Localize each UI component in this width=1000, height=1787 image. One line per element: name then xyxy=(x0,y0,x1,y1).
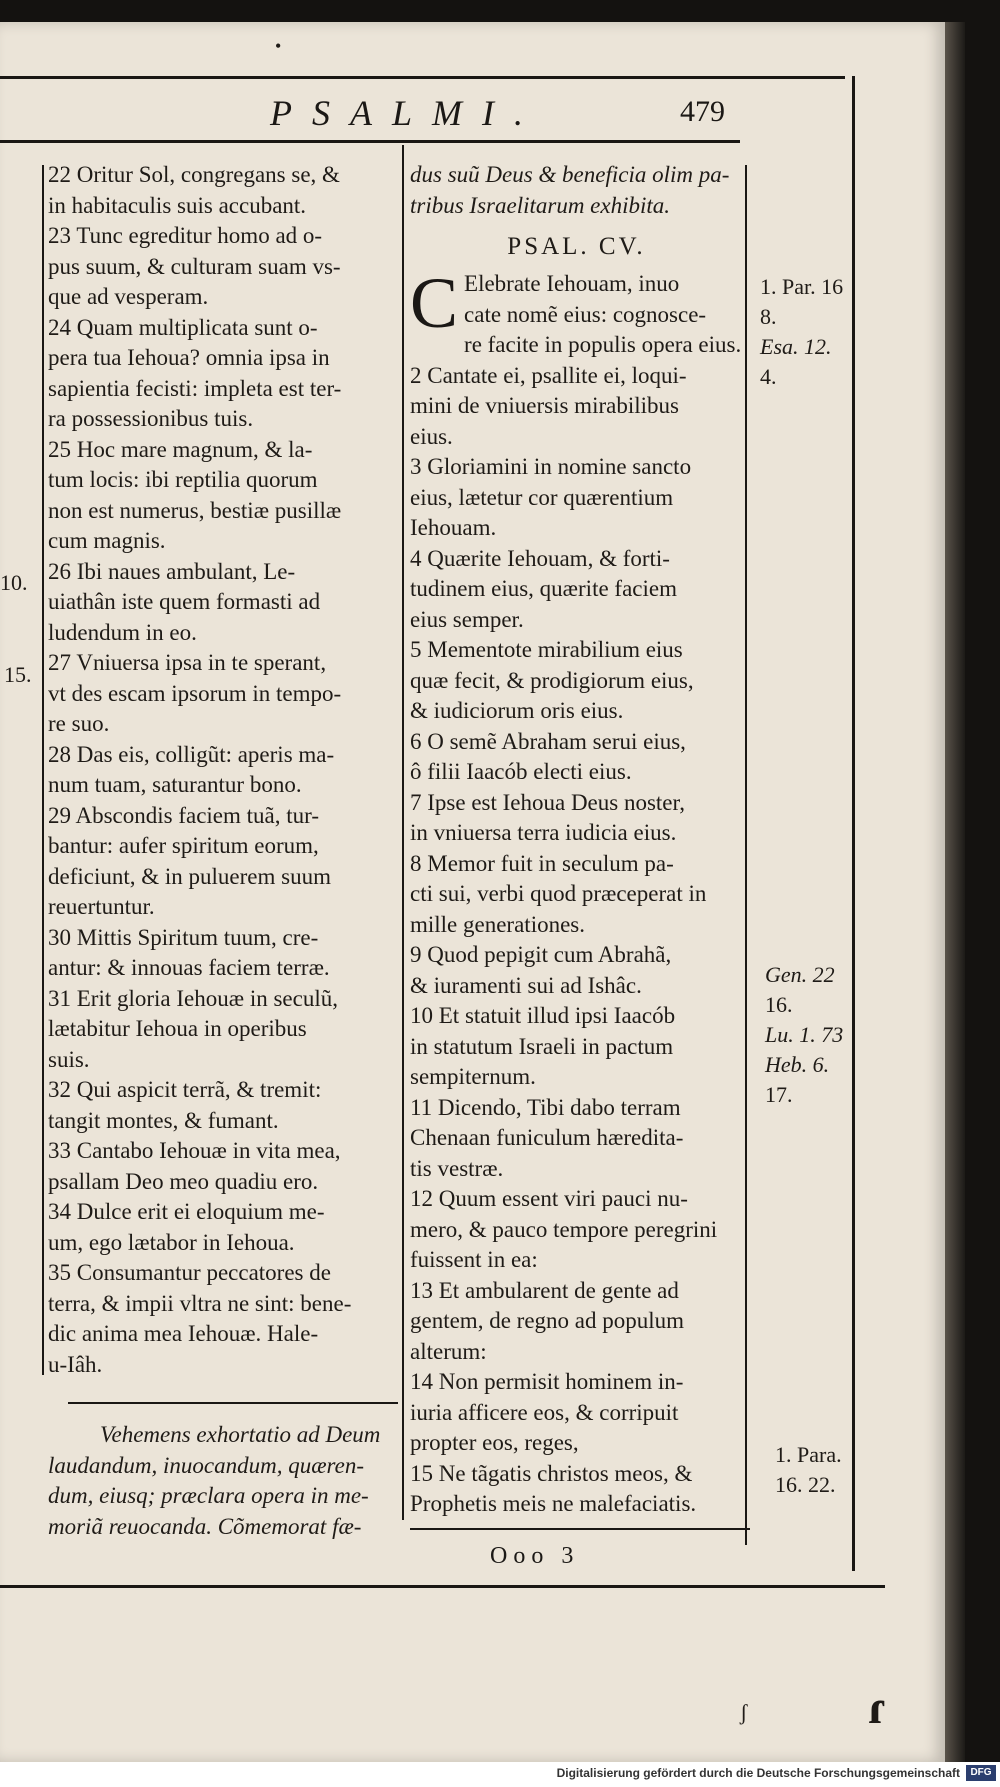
column-divider xyxy=(402,145,404,1520)
text-line: 33 Cantabo Iehouæ in vita mea, xyxy=(48,1138,341,1163)
text-line: num tuam, saturantur bono. xyxy=(48,772,302,797)
left-column xyxy=(48,160,398,1542)
margin-note-line: 4. xyxy=(760,364,777,389)
summary-line: laudandum, inuocandum, quæren- xyxy=(48,1452,365,1478)
text-line: pera tua Iehoua? omnia ipsa in xyxy=(48,345,330,370)
right-frame-rule xyxy=(852,76,855,1571)
text-line: alterum: xyxy=(410,1338,487,1364)
text-line: Chenaan funiculum hæredita- xyxy=(410,1125,684,1150)
summary-rule xyxy=(68,1402,398,1404)
running-title: PSALMI. xyxy=(270,93,543,133)
text-line: re suo. xyxy=(48,711,110,736)
text-line: mero, & pauco tempore peregrini xyxy=(410,1216,718,1242)
header-rule xyxy=(0,140,740,143)
text-line: Elebrate Iehouam, inuo xyxy=(464,271,680,296)
text-line: mille generationes. xyxy=(410,911,585,937)
text-line: 7 Ipse est Iehoua Deus noster, xyxy=(410,789,686,815)
text-line: lætabitur Iehoua in operibus xyxy=(48,1016,307,1041)
text-line: propter eos, reges, xyxy=(410,1430,579,1455)
text-line: eius semper. xyxy=(410,606,524,632)
text-line: que ad vesperam. xyxy=(48,284,209,309)
text-line: vt des escam ipsorum in tempo- xyxy=(48,680,342,706)
text-line: cti sui, verbi quod præceperat in xyxy=(410,881,707,906)
dfg-logo: DFG xyxy=(966,1765,996,1781)
text-line: tis vestræ. xyxy=(410,1155,504,1181)
digitization-credit: Digitalisierung gefördert durch die Deutsche Forschungsgemeinschaft xyxy=(556,1766,960,1780)
text-line: sempiternum. xyxy=(410,1064,536,1089)
text-line: in habitaculis suis accubant. xyxy=(48,192,307,218)
text-line: Prophetis meis ne malefaciatis. xyxy=(410,1491,697,1516)
text-line: um, ego lætabor in Iehoua. xyxy=(48,1229,295,1255)
text-line: 9 Quod pepigit cum Abrahã, xyxy=(410,942,672,967)
text-line: 15 Ne tãgatis christos meos, & xyxy=(410,1460,693,1486)
margin-note-line: 17. xyxy=(765,1082,793,1107)
psalm-opening xyxy=(410,263,743,343)
text-line: 35 Consumantur peccatores de xyxy=(48,1260,331,1285)
bottom-rule xyxy=(410,1528,750,1530)
text-line: non est numerus, bestiæ pusillæ xyxy=(48,497,342,523)
text-line: psallam Deo meo quadiu ero. xyxy=(48,1168,319,1194)
text-line: 13 Et ambularent de gente ad xyxy=(410,1277,679,1303)
margin-note-line: 16. 22. xyxy=(775,1472,836,1497)
text-line: 14 Non permisit hominem in- xyxy=(410,1369,684,1394)
text-line: 5 Mementote mirabilium eius xyxy=(410,637,683,662)
text-line: ludendum in eo. xyxy=(48,619,197,645)
text-line: mini de vniuersis mirabilibus xyxy=(410,393,679,418)
text-line: 6 O semẽ Abraham serui eius, xyxy=(410,728,686,754)
margin-note-1-para-16 xyxy=(775,1440,842,1500)
text-line: deficiunt, & in puluerem suum xyxy=(48,863,331,889)
ornament-mark: • xyxy=(275,36,282,56)
text-line: 31 Erit gloria Iehouæ in seculũ, xyxy=(48,985,338,1011)
text-line: 2 Cantate ei, psallite ei, loqui- xyxy=(410,362,687,388)
text-line: bantur: aufer spiritum eorum, xyxy=(48,833,319,858)
page-number: 479 xyxy=(680,95,725,128)
text-line: 10 Et statuit illud ipsi Iaacób xyxy=(410,1003,676,1028)
text-line: 28 Das eis, colligũt: aperis ma- xyxy=(48,741,335,767)
text-line: sapientia fecisti: impleta est ter- xyxy=(48,375,342,401)
margin-note-line: Heb. 6. xyxy=(765,1052,830,1077)
text-line: u-Iâh. xyxy=(48,1351,103,1377)
text-line: 27 Vniuersa ipsa in te sperant, xyxy=(48,650,327,675)
margin-note-gen-22 xyxy=(765,960,843,1110)
text-line: dic anima mea Iehouæ. Hale- xyxy=(48,1321,319,1346)
summary-line: moriã reuocanda. Cõmemorat fæ- xyxy=(48,1513,362,1539)
right-column xyxy=(410,160,743,1520)
text-line: cum magnis. xyxy=(48,528,166,553)
text-line: 12 Quum essent viri pauci nu- xyxy=(410,1186,688,1211)
text-line: Iehouam. xyxy=(410,515,497,540)
text-line: 29 Abscondis faciem tuã, tur- xyxy=(48,802,320,828)
summary-continuation-line: tribus Israelitarum exhibita. xyxy=(410,192,671,218)
text-line: 30 Mittis Spiritum tuum, cre- xyxy=(48,924,319,950)
text-line: 34 Dulce erit ei eloquium me- xyxy=(48,1199,325,1224)
digitization-footer xyxy=(0,1762,1000,1787)
margin-note-line: 8. xyxy=(760,304,777,329)
text-line: suis. xyxy=(48,1046,90,1072)
psalm-summary xyxy=(48,1420,398,1542)
text-line: iuria afficere eos, & corripuit xyxy=(410,1399,679,1425)
drop-capital: C xyxy=(410,263,459,343)
summary-continuation-line: dus suũ Deus & beneficia olim pa- xyxy=(410,162,730,187)
text-line: 24 Quam multiplicata sunt o- xyxy=(48,314,318,340)
text-line: quæ fecit, & prodigiorum eius, xyxy=(410,667,694,693)
text-line: fuissent in ea: xyxy=(410,1247,538,1272)
margin-note-line: Esa. 12. xyxy=(760,334,832,359)
text-line: ô filii Iaacób electi eius. xyxy=(410,759,632,784)
text-line: & iudiciorum oris eius. xyxy=(410,698,624,723)
text-line: gentem, de regno ad populum xyxy=(410,1308,685,1333)
text-line: 11 Dicendo, Tibi dabo terram xyxy=(410,1094,681,1120)
text-line: eius, lætetur cor quærentium xyxy=(410,484,674,510)
text-line: 32 Qui aspicit terrã, & tremit: xyxy=(48,1077,322,1102)
text-line: in statutum Israeli in pactum xyxy=(410,1033,674,1059)
right-column-rule xyxy=(745,165,747,1545)
margin-note-line: Lu. 1. 73 xyxy=(765,1022,844,1047)
left-edge-fragment: 15. xyxy=(4,662,32,687)
foot-rule xyxy=(0,1585,885,1588)
text-line: 25 Hoc mare magnum, & la- xyxy=(48,436,313,462)
margin-note-line: 16. xyxy=(765,992,793,1017)
margin-note-line: Gen. 22 xyxy=(765,962,835,987)
text-line: in vniuersa terra iudicia eius. xyxy=(410,820,677,845)
ink-mark: ɾ xyxy=(868,1681,888,1734)
margin-note-line: 1. Par. 16 xyxy=(760,274,844,299)
top-rule xyxy=(0,76,845,79)
text-line: eius. xyxy=(410,423,453,449)
text-line: tudinem eius, quærite faciem xyxy=(410,576,677,601)
signature-mark: Ooo 3 xyxy=(490,1543,580,1569)
text-line: 26 Ibi naues ambulant, Le- xyxy=(48,558,296,584)
text-line: 8 Memor fuit in seculum pa- xyxy=(410,850,674,876)
summary-line: dum, eiusq; præclara opera in me- xyxy=(48,1483,369,1508)
psalm-heading: PSAL. CV. xyxy=(507,233,646,260)
left-column-rule xyxy=(42,165,44,1375)
text-line: 23 Tunc egreditur homo ad o- xyxy=(48,223,323,248)
text-line: tum locis: ibi reptilia quorum xyxy=(48,467,318,492)
margin-note-line: 1. Para. xyxy=(775,1442,842,1467)
text-line: antur: & innouas faciem terræ. xyxy=(48,955,330,980)
text-line: 22 Oritur Sol, congregans se, & xyxy=(48,162,340,187)
text-line: terra, & impii vltra ne sint: bene- xyxy=(48,1290,352,1316)
text-line: 4 Quærite Iehouam, & forti- xyxy=(410,545,670,571)
text-line: pus suum, & culturam suam vs- xyxy=(48,253,341,279)
text-line: cate nomẽ eius: cognosce- xyxy=(464,301,707,327)
text-line: 3 Gloriamini in nomine sancto xyxy=(410,454,692,479)
margin-note-1-par-16 xyxy=(760,272,843,392)
text-line: tangit montes, & fumant. xyxy=(48,1107,279,1133)
text-line: & iuramenti sui ad Ishâc. xyxy=(410,972,642,998)
left-edge-fragment: 10. xyxy=(0,570,28,595)
text-line: reuertuntur. xyxy=(48,894,155,919)
text-line: uiathân iste quem formasti ad xyxy=(48,589,321,614)
ink-mark: ʃ xyxy=(740,1700,748,1725)
page-edge-shadow xyxy=(945,22,965,1762)
text-line: ra possessionibus tuis. xyxy=(48,406,254,431)
summary-line: Vehemens exhortatio ad Deum xyxy=(100,1422,381,1447)
text-line: re facite in populis opera eius. xyxy=(464,332,742,357)
